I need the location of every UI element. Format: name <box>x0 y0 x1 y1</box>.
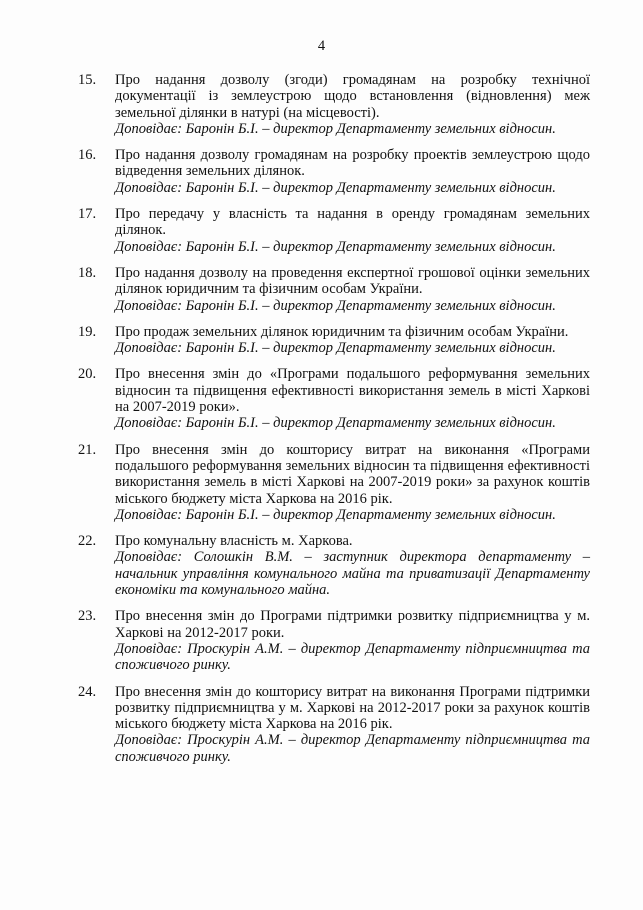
item-title: Про надання дозволу громадянам на розробку проектів землеустрою щодо відведення земельних ділянок. <box>115 147 590 180</box>
item-body <box>115 684 590 765</box>
item-number: 18. <box>78 264 97 281</box>
item-body <box>115 206 590 255</box>
item-number: 15. <box>78 72 97 88</box>
agenda-item <box>78 608 590 673</box>
item-number: 22. <box>78 533 97 550</box>
item-speaker: Доповідає: Проскурін А.М. – директор Департаменту підприємництва та споживчого ринку. <box>115 732 590 765</box>
item-speaker: Доповідає: Баронін Б.І. – директор Департаменту земельних відносин. <box>115 120 556 137</box>
agenda-item <box>78 442 590 523</box>
agenda-list <box>78 72 590 775</box>
item-body <box>115 72 590 137</box>
item-number: 16. <box>78 147 97 164</box>
item-speaker: Доповідає: Баронін Б.І. – директор Департаменту земельних відносин. <box>115 506 556 523</box>
item-body <box>115 147 590 196</box>
item-speaker: Доповідає: Баронін Б.І. – директор Департаменту земельних відносин. <box>115 238 556 255</box>
item-body <box>115 265 590 314</box>
item-speaker: Доповідає: Солошкін В.М. – заступник директора департаменту – начальник управління комунального майна та приватизації Департаменту економіки та комунального майна. <box>115 549 590 599</box>
agenda-item <box>78 684 590 765</box>
item-number: 21. <box>78 441 97 458</box>
item-number: 23. <box>78 608 97 625</box>
item-speaker: Доповідає: Баронін Б.І. – директор Департаменту земельних відносин. <box>115 415 556 432</box>
agenda-item <box>78 147 590 196</box>
item-number: 17. <box>78 206 97 223</box>
agenda-item <box>78 72 590 137</box>
page-number: 4 <box>317 38 326 54</box>
item-title: Про комунальну власність м. Харкова. <box>115 533 353 550</box>
item-title: Про внесення змін до «Програми подальшого реформування земельних відносин та підвищення ефективності використання земель в місті Харкові на 2007-2019 роки». <box>115 366 590 416</box>
item-title: Про внесення змін до кошторису витрат на виконання «Програми подальшого реформування земельних відносин та підвищення ефективності використання земель в місті Харкові на 2007-2019 роки» за рахунок коштів міського бюджету міста Харкова на 2016 рік. <box>115 441 590 507</box>
item-speaker: Доповідає: Баронін Б.І. – директор Департаменту земельних відносин. <box>115 297 556 314</box>
item-speaker: Доповідає: Проскурін А.М. – директор Департаменту підприємництва та споживчого ринку. <box>115 640 590 674</box>
item-speaker: Доповідає: Баронін Б.І. – директор Департаменту земельних відносин. <box>115 340 556 357</box>
item-number: 20. <box>78 366 97 383</box>
item-title: Про передачу у власність та надання в оренду громадянам земельних ділянок. <box>115 206 590 239</box>
item-title: Про продаж земельних ділянок юридичним та фізичним особам України. <box>115 323 569 340</box>
item-number: 19. <box>78 323 97 340</box>
agenda-item <box>78 533 590 598</box>
item-body <box>115 608 590 673</box>
item-body <box>115 442 590 523</box>
item-title: Про внесення змін до Програми підтримки розвитку підприємництва у м. Харкові на 2012-2017 роки. <box>115 608 590 641</box>
agenda-item <box>78 206 590 255</box>
agenda-item <box>78 265 590 314</box>
agenda-item <box>78 366 590 431</box>
item-speaker: Доповідає: Баронін Б.І. – директор Департаменту земельних відносин. <box>115 179 556 196</box>
item-title: Про внесення змін до кошторису витрат на виконання Програми підтримки розвитку підприємництва у м. Харкові на 2012-2017 роки за рахунок коштів міського бюджету міста Харкова на 2016 рік. <box>115 683 590 733</box>
item-title: Про надання дозволу (згоди) громадянам на розробку технічної документації із землеустрою щодо встановлення (відновлення) меж земельної ділянки в натурі (на місцевості). <box>115 72 590 121</box>
item-number: 24. <box>78 683 97 700</box>
item-body <box>115 533 590 598</box>
agenda-item <box>78 324 590 357</box>
item-body <box>115 324 590 357</box>
item-title: Про надання дозволу на проведення експертної грошової оцінки земельних ділянок юридичним та фізичним особам України. <box>115 264 590 298</box>
item-body <box>115 366 590 431</box>
